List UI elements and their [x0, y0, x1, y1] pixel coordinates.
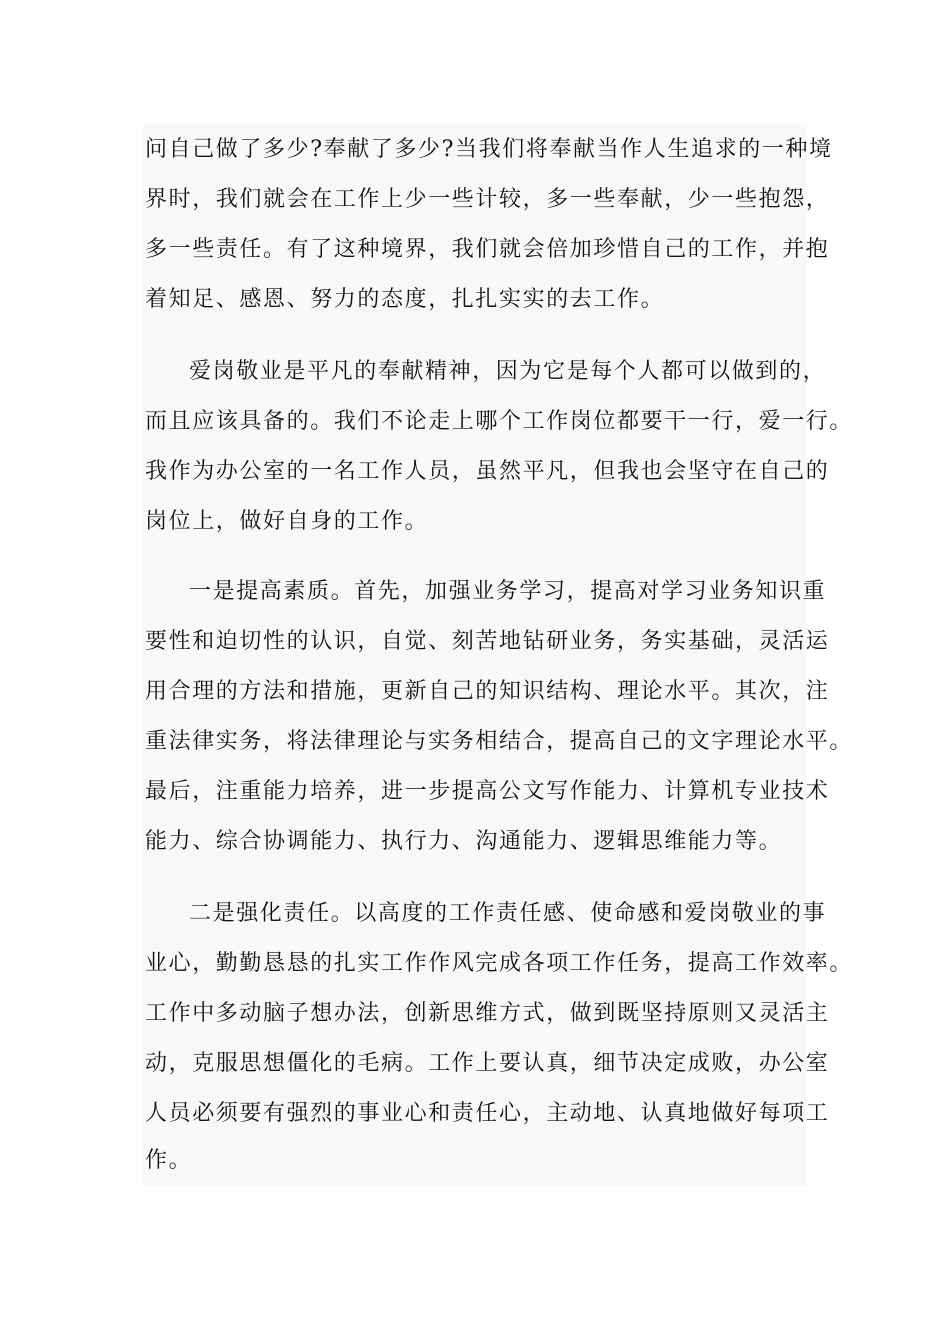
paragraph-2-line-3: 我作为办公室的一名工作人员，虽然平凡，但我也会坚守在自己的: [145, 459, 830, 484]
paragraph-4-line-3: 工作中多动脑子想办法，创新思维方式，做到既坚持原则又灵活主: [145, 1001, 830, 1026]
paragraph-3-line-5: 最后，注重能力培养，进一步提高公文写作能力、计算机专业技术: [145, 779, 830, 804]
paragraph-1-line-3: 多一些责任。有了这种境界，我们就会倍加珍惜自己的工作，并抱: [145, 237, 830, 262]
document-text-block: [143, 124, 854, 1186]
paragraph-3-line-1: 一是提高素质。首先，加强业务学习，提高对学习业务知识重: [189, 579, 827, 604]
paragraph-4-line-5: 人员必须要有强烈的事业心和责任心，主动地、认真地做好每项工: [145, 1101, 830, 1126]
paragraph-1-line-1: 问自己做了多少?奉献了多少?当我们将奉献当作人生追求的一种境: [145, 137, 833, 162]
paragraph-3-line-3: 用合理的方法和措施，更新自己的知识结构、理论水平。其次，注: [145, 679, 830, 704]
paragraph-2-line-1: 爱岗敬业是平凡的奉献精神，因为它是每个人都可以做到的，: [189, 359, 827, 384]
paragraph-1-line-2: 界时，我们就会在工作上少一些计较，多一些奉献，少一些抱怨，: [145, 187, 830, 212]
paragraph-4-line-2: 业心，勤勤恳恳的扎实工作作风完成各项工作任务，提高工作效率。: [145, 951, 854, 976]
paragraph-2-line-4: 岗位上，做好自身的工作。: [145, 509, 429, 534]
paragraph-1-line-4: 着知足、感恩、努力的态度，扎扎实实的去工作。: [145, 287, 665, 312]
paragraph-3-line-6: 能力、综合协调能力、执行力、沟通能力、逻辑思维能力等。: [145, 829, 783, 854]
paragraph-4-line-1: 二是强化责任。以高度的工作责任感、使命感和爱岗敬业的事: [189, 901, 827, 926]
paragraph-4-line-6: 作。: [145, 1148, 193, 1173]
paragraph-4-line-4: 动，克服思想僵化的毛病。工作上要认真，细节决定成败，办公室: [145, 1051, 830, 1076]
paragraph-3-line-2: 要性和迫切性的认识，自觉、刻苦地钻研业务，务实基础，灵活运: [145, 629, 830, 654]
paragraph-2-line-2: 而且应该具备的。我们不论走上哪个工作岗位都要干一行，爱一行。: [145, 409, 854, 434]
paragraph-3-line-4: 重法律实务，将法律理论与实务相结合，提高自己的文字理论水平。: [145, 729, 854, 754]
